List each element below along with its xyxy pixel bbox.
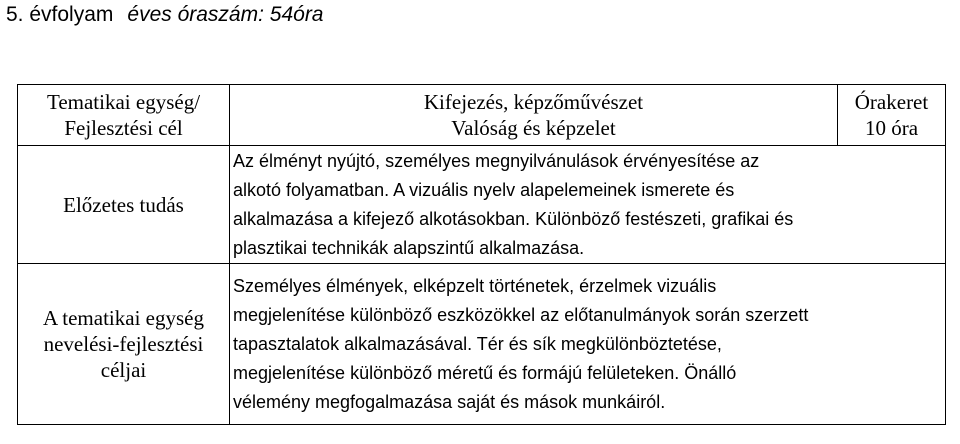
prior-knowledge-content: Az élményt nyújtó, személyes megnyilvánulások érvényesítése az alkotó folyamatban. A vizuális nyelv alapelemeinek ismerete és alkalmazása a kifejező alkotásokban. Különböző festészeti, grafikai és plasztikai technikák alapszintű alkalmazása. — [230, 146, 946, 264]
annual-hours-label: éves óraszám: 54óra — [127, 3, 324, 26]
page-heading — [6, 0, 324, 30]
development-goals-content: Személyes élmények, elképzelt történetek, érzelmek vizuális megjelenítése különböző eszközökkel az előtanulmányok során szerzett tapasztalatok alkalmazásával. Tér és sík megkülönböztetése, megjelenítése különböző méretű és formájú felületeken. Önálló vélemény megfogalmazása saját és mások munkáiról. — [230, 264, 946, 425]
thematic-unit-header: Tematikai egység/ Fejlesztési cél — [18, 85, 230, 146]
table-row — [18, 146, 946, 264]
hours-header: Órakeret 10 óra — [838, 85, 946, 146]
curriculum-table — [17, 84, 946, 425]
table-header-row — [18, 85, 946, 146]
table-row — [18, 264, 946, 425]
grade-label: 5. évfolyam — [6, 3, 114, 26]
unit-title: Kifejezés, képzőművészet Valóság és képzelet — [230, 85, 838, 146]
development-goals-label: A tematikai egység nevelési-fejlesztési céljai — [18, 264, 230, 425]
prior-knowledge-label: Előzetes tudás — [18, 146, 230, 264]
